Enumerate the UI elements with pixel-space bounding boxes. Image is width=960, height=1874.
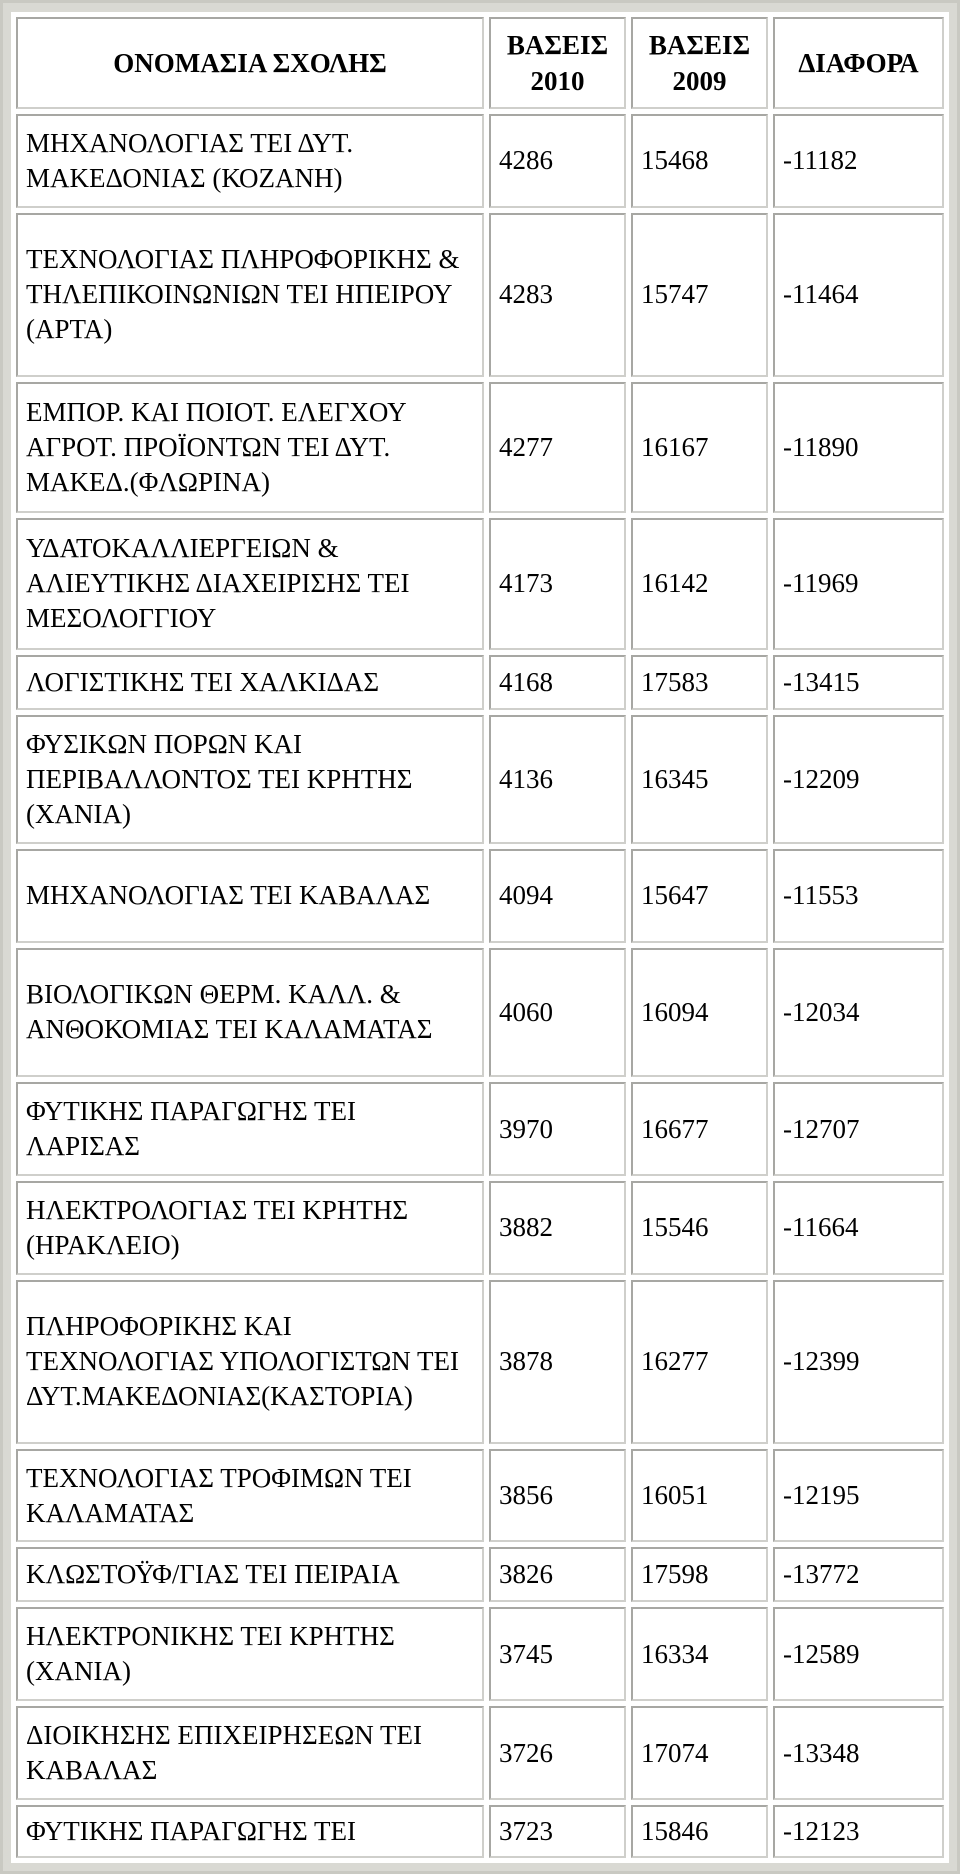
cell-scores-2010: 4094 bbox=[489, 849, 626, 943]
cell-scores-2010: 4277 bbox=[489, 382, 626, 513]
cell-scores-2009: 16677 bbox=[631, 1082, 768, 1176]
table-row bbox=[16, 518, 944, 649]
cell-scores-2010: 4173 bbox=[489, 518, 626, 649]
cell-difference: -12195 bbox=[773, 1449, 944, 1543]
cell-difference: -12399 bbox=[773, 1280, 944, 1444]
cell-school-name: ΛΟΓΙΣΤΙΚΗΣ ΤΕΙ ΧΑΛΚΙΔΑΣ bbox=[16, 655, 484, 710]
table-row bbox=[16, 213, 944, 377]
cell-scores-2009: 16094 bbox=[631, 948, 768, 1077]
cell-difference: -11553 bbox=[773, 849, 944, 943]
table-row bbox=[16, 1547, 944, 1602]
cell-scores-2010: 3745 bbox=[489, 1607, 626, 1701]
table-row bbox=[16, 114, 944, 208]
cell-scores-2010: 4168 bbox=[489, 655, 626, 710]
table-row bbox=[16, 1607, 944, 1701]
cell-scores-2010: 3856 bbox=[489, 1449, 626, 1543]
table-row bbox=[16, 1706, 944, 1800]
cell-scores-2010: 3882 bbox=[489, 1181, 626, 1275]
cell-difference: -13772 bbox=[773, 1547, 944, 1602]
cell-school-name: ΕΜΠΟΡ. ΚΑΙ ΠΟΙΟΤ. ΕΛΕΓΧΟΥ ΑΓΡΟΤ. ΠΡΟΪΟΝΤΩΝ ΤΕΙ ΔΥΤ. ΜΑΚΕΔ.(ΦΛΩΡΙΝΑ) bbox=[16, 382, 484, 513]
header-scores-2009: ΒΑΣΕΙΣ 2009 bbox=[631, 17, 768, 109]
cell-school-name: ΦΥΤΙΚΗΣ ΠΑΡΑΓΩΓΗΣ ΤΕΙ ΛΑΡΙΣΑΣ bbox=[16, 1082, 484, 1176]
cell-scores-2010: 4283 bbox=[489, 213, 626, 377]
table-row bbox=[16, 655, 944, 710]
cell-school-name: ΤΕΧΝΟΛΟΓΙΑΣ ΠΛΗΡΟΦΟΡΙΚΗΣ & ΤΗΛΕΠΙΚΟΙΝΩΝΙΩΝ ΤΕΙ ΗΠΕΙΡΟΥ (ΑΡΤΑ) bbox=[16, 213, 484, 377]
cell-scores-2009: 17583 bbox=[631, 655, 768, 710]
cell-scores-2010: 4136 bbox=[489, 715, 626, 844]
cell-difference: -12589 bbox=[773, 1607, 944, 1701]
cell-scores-2010: 3826 bbox=[489, 1547, 626, 1602]
cell-school-name: ΗΛΕΚΤΡΟΝΙΚΗΣ ΤΕΙ ΚΡΗΤΗΣ (ΧΑΝΙΑ) bbox=[16, 1607, 484, 1701]
cell-scores-2010: 3970 bbox=[489, 1082, 626, 1176]
cell-scores-2009: 17074 bbox=[631, 1706, 768, 1800]
cell-scores-2010: 3726 bbox=[489, 1706, 626, 1800]
cell-school-name: ΜΗΧΑΝΟΛΟΓΙΑΣ ΤΕΙ ΔΥΤ. ΜΑΚΕΔΟΝΙΑΣ (ΚΟΖΑΝΗ) bbox=[16, 114, 484, 208]
header-difference: ΔΙΑΦΟΡΑ bbox=[773, 17, 944, 109]
header-scores-2010: ΒΑΣΕΙΣ 2010 bbox=[489, 17, 626, 109]
cell-scores-2009: 17598 bbox=[631, 1547, 768, 1602]
cell-school-name: ΒΙΟΛΟΓΙΚΩΝ ΘΕΡΜ. ΚΑΛΛ. & ΑΝΘΟΚΟΜΙΑΣ ΤΕΙ ΚΑΛΑΜΑΤΑΣ bbox=[16, 948, 484, 1077]
cell-difference: -11182 bbox=[773, 114, 944, 208]
cell-scores-2010: 3723 bbox=[489, 1805, 626, 1858]
cell-scores-2009: 15846 bbox=[631, 1805, 768, 1858]
cell-scores-2009: 15468 bbox=[631, 114, 768, 208]
cell-school-name: ΦΥΣΙΚΩΝ ΠΟΡΩΝ ΚΑΙ ΠΕΡΙΒΑΛΛΟΝΤΟΣ ΤΕΙ ΚΡΗΤΗΣ (ΧΑΝΙΑ) bbox=[16, 715, 484, 844]
cell-school-name: ΚΛΩΣΤΟΫΦ/ΓΙΑΣ ΤΕΙ ΠΕΙΡΑΙΑ bbox=[16, 1547, 484, 1602]
cell-school-name: ΔΙΟΙΚΗΣΗΣ ΕΠΙΧΕΙΡΗΣΕΩΝ ΤΕΙ ΚΑΒΑΛΑΣ bbox=[16, 1706, 484, 1800]
cell-difference: -12707 bbox=[773, 1082, 944, 1176]
cell-difference: -12034 bbox=[773, 948, 944, 1077]
table-row bbox=[16, 382, 944, 513]
scores-table bbox=[11, 12, 949, 1863]
cell-difference: -11890 bbox=[773, 382, 944, 513]
cell-school-name: ΜΗΧΑΝΟΛΟΓΙΑΣ ΤΕΙ ΚΑΒΑΛΑΣ bbox=[16, 849, 484, 943]
cell-school-name: ΠΛΗΡΟΦΟΡΙΚΗΣ ΚΑΙ ΤΕΧΝΟΛΟΓΙΑΣ ΥΠΟΛΟΓΙΣΤΩΝ ΤΕΙ ΔΥΤ.ΜΑΚΕΔΟΝΙΑΣ(ΚΑΣΤΟΡΙΑ) bbox=[16, 1280, 484, 1444]
cell-scores-2009: 16345 bbox=[631, 715, 768, 844]
cell-difference: -12123 bbox=[773, 1805, 944, 1858]
cell-scores-2010: 3878 bbox=[489, 1280, 626, 1444]
cell-scores-2009: 15747 bbox=[631, 213, 768, 377]
cell-scores-2009: 15546 bbox=[631, 1181, 768, 1275]
table-row bbox=[16, 1280, 944, 1444]
table-row bbox=[16, 1805, 944, 1858]
cell-difference: -11464 bbox=[773, 213, 944, 377]
cell-school-name: ΥΔΑΤΟΚΑΛΛΙΕΡΓΕΙΩΝ & ΑΛΙΕΥΤΙΚΗΣ ΔΙΑΧΕΙΡΙΣΗΣ ΤΕΙ ΜΕΣΟΛΟΓΓΙΟΥ bbox=[16, 518, 484, 649]
cell-scores-2009: 16051 bbox=[631, 1449, 768, 1543]
cell-scores-2009: 16142 bbox=[631, 518, 768, 649]
cell-difference: -11664 bbox=[773, 1181, 944, 1275]
cell-scores-2009: 16167 bbox=[631, 382, 768, 513]
cell-school-name: ΤΕΧΝΟΛΟΓΙΑΣ ΤΡΟΦΙΜΩΝ ΤΕΙ ΚΑΛΑΜΑΤΑΣ bbox=[16, 1449, 484, 1543]
cell-scores-2009: 16334 bbox=[631, 1607, 768, 1701]
cell-school-name: ΦΥΤΙΚΗΣ ΠΑΡΑΓΩΓΗΣ ΤΕΙ bbox=[16, 1805, 484, 1858]
header-row bbox=[16, 17, 944, 109]
cell-difference: -13415 bbox=[773, 655, 944, 710]
cell-difference: -13348 bbox=[773, 1706, 944, 1800]
cell-scores-2010: 4060 bbox=[489, 948, 626, 1077]
cell-school-name: ΗΛΕΚΤΡΟΛΟΓΙΑΣ ΤΕΙ ΚΡΗΤΗΣ (ΗΡΑΚΛΕΙΟ) bbox=[16, 1181, 484, 1275]
table-row bbox=[16, 1181, 944, 1275]
table-row bbox=[16, 948, 944, 1077]
cell-scores-2009: 16277 bbox=[631, 1280, 768, 1444]
cell-scores-2010: 4286 bbox=[489, 114, 626, 208]
table-row bbox=[16, 849, 944, 943]
header-school-name: ΟΝΟΜΑΣΙΑ ΣΧΟΛΗΣ bbox=[16, 17, 484, 109]
cell-scores-2009: 15647 bbox=[631, 849, 768, 943]
table-row bbox=[16, 715, 944, 844]
cell-difference: -11969 bbox=[773, 518, 944, 649]
cell-difference: -12209 bbox=[773, 715, 944, 844]
table-row bbox=[16, 1449, 944, 1543]
table-row bbox=[16, 1082, 944, 1176]
